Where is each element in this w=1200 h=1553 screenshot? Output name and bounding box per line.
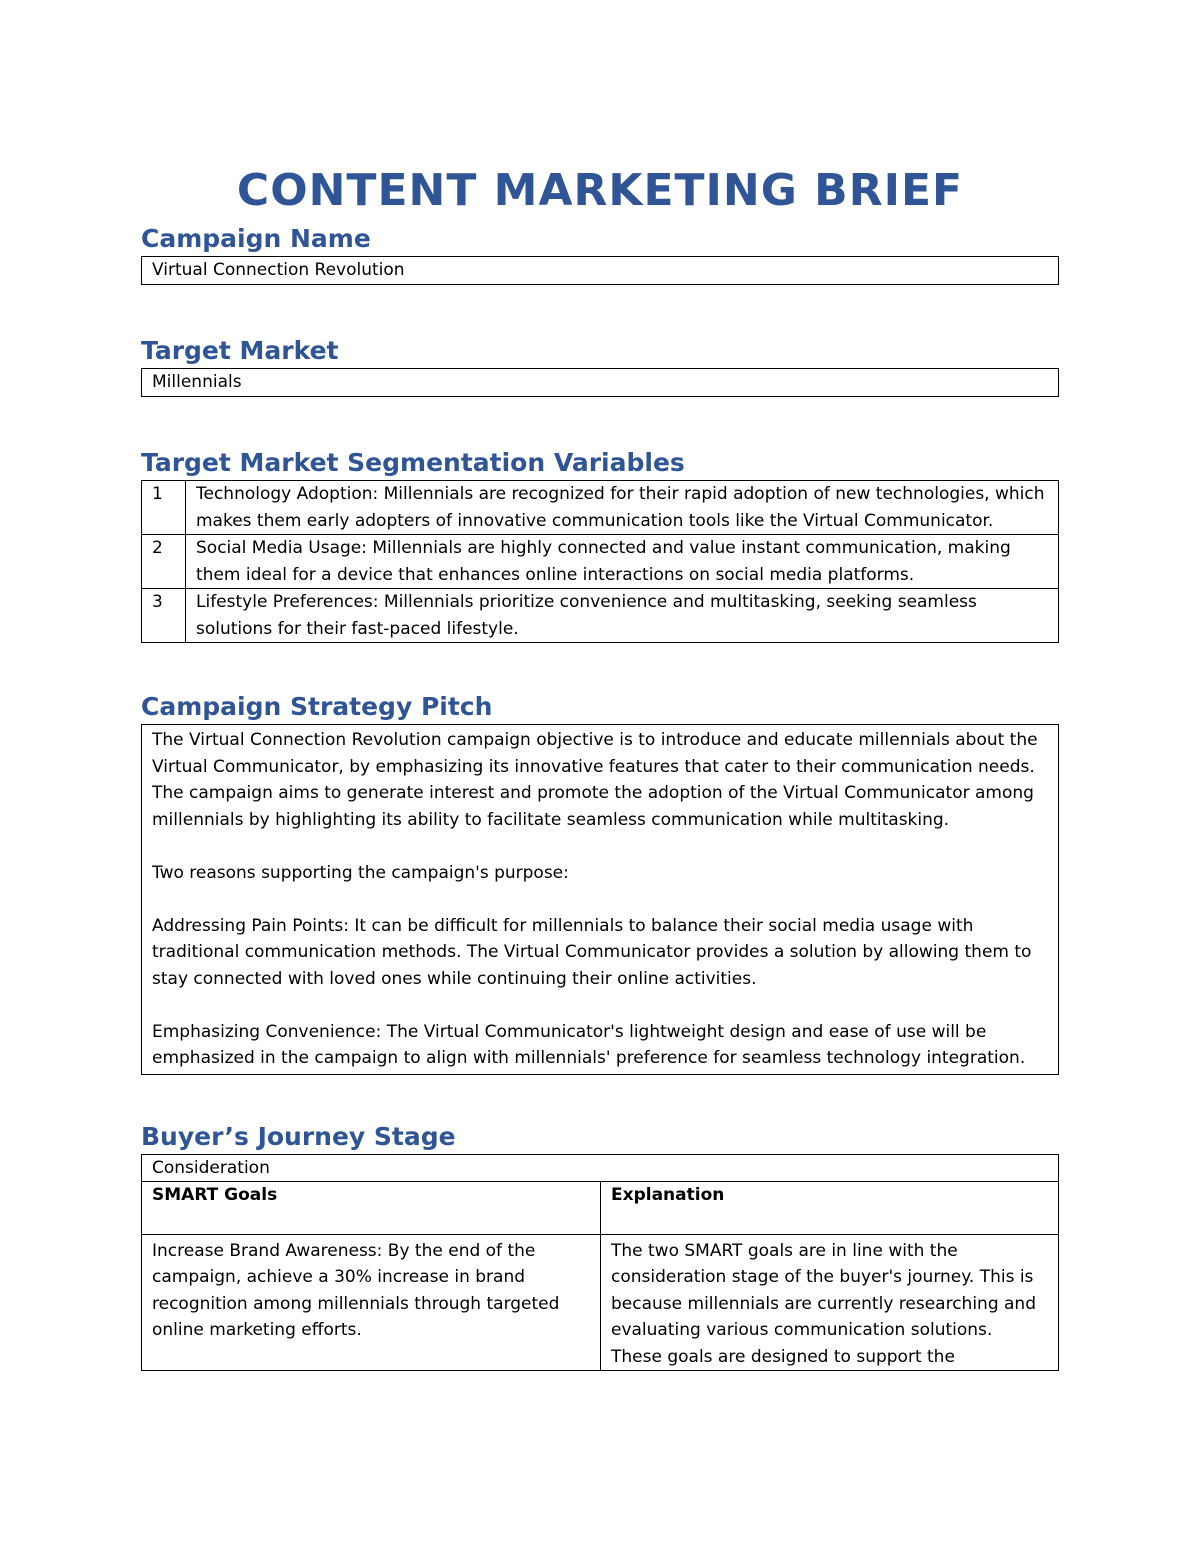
campaign-name-table (141, 256, 1059, 285)
journey-stage-value: Consideration (142, 1154, 1059, 1181)
journey-heading: Buyer’s Journey Stage (141, 1121, 456, 1151)
segment-number: 3 (142, 589, 186, 643)
strategy-cell (142, 725, 1059, 1075)
smart-goal-text: Increase Brand Awareness: By the end of the campaign, achieve a 30% increase in brand recognition among millennials through targeted online marketing efforts. (142, 1234, 601, 1371)
table-row (142, 589, 1059, 643)
strategy-paragraph: Addressing Pain Points: It can be difficult for millennials to balance their social media usage with traditional communication methods. The Virtual Communicator provides a solution by allowing them to stay connected with loved ones while continuing their online activities. (152, 915, 1032, 989)
table-row (142, 1181, 1059, 1234)
strategy-paragraph: Two reasons supporting the campaign's purpose: (152, 862, 569, 883)
target-market-table (141, 368, 1059, 397)
table-row (142, 1154, 1059, 1181)
segment-text: Lifestyle Preferences: Millennials prioritize convenience and multitasking, seeking seamless solutions for their fast-paced lifestyle. (186, 589, 1059, 643)
explanation-text: The two SMART goals are in line with the consideration stage of the buyer's journey. This is because millennials are currently researching and evaluating various communication solutions. These goals are designed to support the (601, 1234, 1059, 1371)
target-market-heading: Target Market (141, 336, 339, 365)
explanation-header: Explanation (601, 1181, 1059, 1234)
segmentation-heading: Target Market Segmentation Variables (141, 448, 685, 477)
journey-table (141, 1154, 1059, 1372)
strategy-table (141, 724, 1059, 1075)
strategy-heading: Campaign Strategy Pitch (141, 692, 493, 721)
spacer (141, 643, 1059, 690)
table-row (142, 1234, 1059, 1371)
target-market-value: Millennials (142, 369, 1059, 397)
smart-goals-header: SMART Goals (142, 1181, 601, 1234)
spacer (141, 397, 1059, 446)
segment-text: Technology Adoption: Millennials are recognized for their rapid adoption of new technologies, which makes them early adopters of innovative communication tools like the Virtual Communicator. (186, 481, 1059, 535)
table-row (142, 481, 1059, 535)
segment-number: 1 (142, 481, 186, 535)
spacer (141, 1075, 1059, 1120)
campaign-name-value: Virtual Connection Revolution (142, 257, 1059, 285)
spacer (141, 285, 1059, 334)
strategy-paragraph: The Virtual Connection Revolution campaign objective is to introduce and educate millennials about the Virtual Communicator, by emphasizing its innovative features that cater to their communication needs. The campaign aims to generate interest and promote the adoption of the Virtual Communicator among millennials by highlighting its ability to facilitate seamless communication while multitasking. (152, 730, 1038, 830)
table-row (142, 535, 1059, 589)
campaign-name-heading: Campaign Name (141, 224, 371, 253)
document-page (141, 160, 1059, 1371)
segment-text: Social Media Usage: Millennials are highly connected and value instant communication, making them ideal for a device that enhances online interactions on social media platforms. (186, 535, 1059, 589)
segment-number: 2 (142, 535, 186, 589)
document-title: CONTENT MARKETING BRIEF (236, 165, 964, 216)
strategy-paragraph: Emphasizing Convenience: The Virtual Communicator's lightweight design and ease of use will be emphasized in the campaign to align with millennials' preference for seamless technology integration. (152, 1021, 1026, 1068)
segmentation-table (141, 480, 1059, 643)
